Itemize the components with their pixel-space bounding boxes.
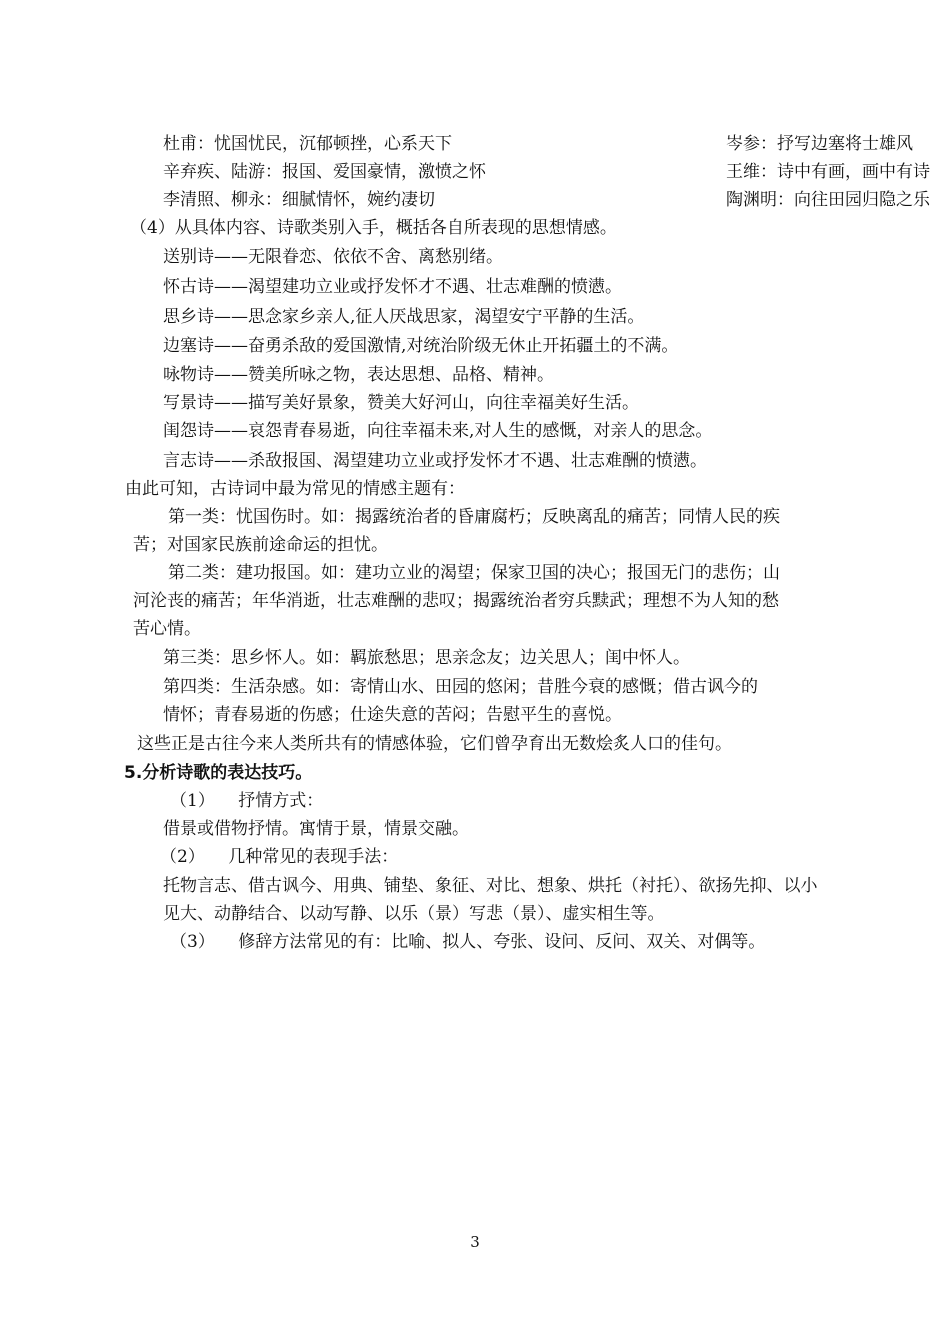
poet-row bbox=[163, 189, 930, 211]
poet-left: 李清照、柳永：细腻情怀，婉约凄切 bbox=[163, 190, 435, 210]
subsection-title: 几种常见的表现手法： bbox=[228, 847, 399, 867]
poet-left: 辛弃疾、陆游：报国、爱国豪情，激愤之怀 bbox=[163, 162, 486, 182]
subsection-1 bbox=[170, 790, 323, 812]
category-2: 第二类：建功报国。如：建功立业的渴望；保家卫国的决心；报国无门的悲伤；山 bbox=[168, 563, 780, 583]
subsection-2-body: 托物言志、借古讽今、用典、铺垫、象征、对比、想象、烘托（衬托）、欲扬先抑、以小 bbox=[163, 876, 818, 896]
poem-type-item: 闺怨诗——哀怨青春易逝，向往幸福未来,对人生的感慨，对亲人的思念。 bbox=[163, 421, 713, 441]
subsection-2 bbox=[160, 846, 398, 868]
category-1: 第一类：忧国伤时。如：揭露统治者的昏庸腐朽；反映离乱的痛苦；同情人民的疾 bbox=[168, 507, 780, 527]
subsection-2-body-cont: 见大、动静结合、以动写静、以乐（景）写悲（景）、虚实相生等。 bbox=[163, 904, 665, 924]
subsection-label: （2） bbox=[160, 847, 205, 867]
category-1-cont: 苦；对国家民族前途命运的担忧。 bbox=[133, 535, 388, 555]
poem-type-item: 思乡诗——思念家乡亲人,征人厌战思家，渴望安宁平静的生活。 bbox=[163, 307, 645, 327]
poem-type-item: 送别诗——无限眷恋、依依不舍、离愁别绪。 bbox=[163, 247, 503, 267]
poem-type-item: 怀古诗——渴望建功立业或抒发怀才不遇、壮志难酬的愤懑。 bbox=[163, 277, 622, 297]
page-number: 3 bbox=[470, 1233, 480, 1251]
subsection-label: （3） bbox=[170, 932, 215, 952]
category-2-cont: 苦心情。 bbox=[133, 619, 201, 639]
poem-type-item: 写景诗——描写美好景象，赞美大好河山，向往幸福美好生活。 bbox=[163, 393, 639, 413]
poem-type-item: 边塞诗——奋勇杀敌的爱国激情,对统治阶级无休止开拓疆土的不满。 bbox=[163, 336, 679, 356]
summary-closing: 这些正是古往今来人类所共有的情感体验，它们曾孕育出无数烩炙人口的佳句。 bbox=[137, 734, 732, 754]
summary-intro: 由此可知，古诗词中最为常见的情感主题有： bbox=[125, 479, 465, 499]
category-4-cont: 情怀；青春易逝的伤感；仕途失意的苦闷；告慰平生的喜悦。 bbox=[163, 705, 622, 725]
section4-heading: （4）从具体内容、诗歌类别入手，概括各自所表现的思想情感。 bbox=[130, 218, 617, 238]
poet-right: 岑参：抒写边塞将士雄风 bbox=[726, 134, 913, 154]
subsection-3 bbox=[170, 931, 765, 953]
poet-right: 王维：诗中有画，画中有诗 bbox=[726, 162, 930, 182]
section5-heading: 5.分析诗歌的表达技巧。 bbox=[124, 763, 313, 783]
subsection-1-body: 借景或借物抒情。寓情于景，情景交融。 bbox=[163, 819, 469, 839]
poet-row bbox=[163, 161, 930, 183]
poem-type-item: 言志诗——杀敌报国、渴望建功立业或抒发怀才不遇、壮志难酬的愤懑。 bbox=[163, 451, 707, 471]
subsection-text: 修辞方法常见的有：比喻、拟人、夸张、设问、反问、双关、对偶等。 bbox=[238, 932, 766, 952]
subsection-title: 抒情方式： bbox=[238, 791, 324, 811]
category-2-cont: 河沦丧的痛苦；年华消逝，壮志难酬的悲叹；揭露统治者穷兵黩武；理想不为人知的愁 bbox=[133, 591, 779, 611]
poet-row bbox=[163, 133, 913, 155]
category-3: 第三类：思乡怀人。如：羁旅愁思；思亲念友；边关思人；闺中怀人。 bbox=[163, 648, 690, 668]
poet-right: 陶渊明：向往田园归隐之乐 bbox=[726, 190, 930, 210]
subsection-label: （1） bbox=[170, 791, 215, 811]
poet-left: 杜甫：忧国忧民，沉郁顿挫，心系天下 bbox=[163, 134, 452, 154]
poem-type-item: 咏物诗——赞美所咏之物，表达思想、品格、精神。 bbox=[163, 365, 554, 385]
category-4: 第四类：生活杂感。如：寄情山水、田园的悠闲；昔胜今衰的感慨；借古讽今的 bbox=[163, 677, 758, 697]
